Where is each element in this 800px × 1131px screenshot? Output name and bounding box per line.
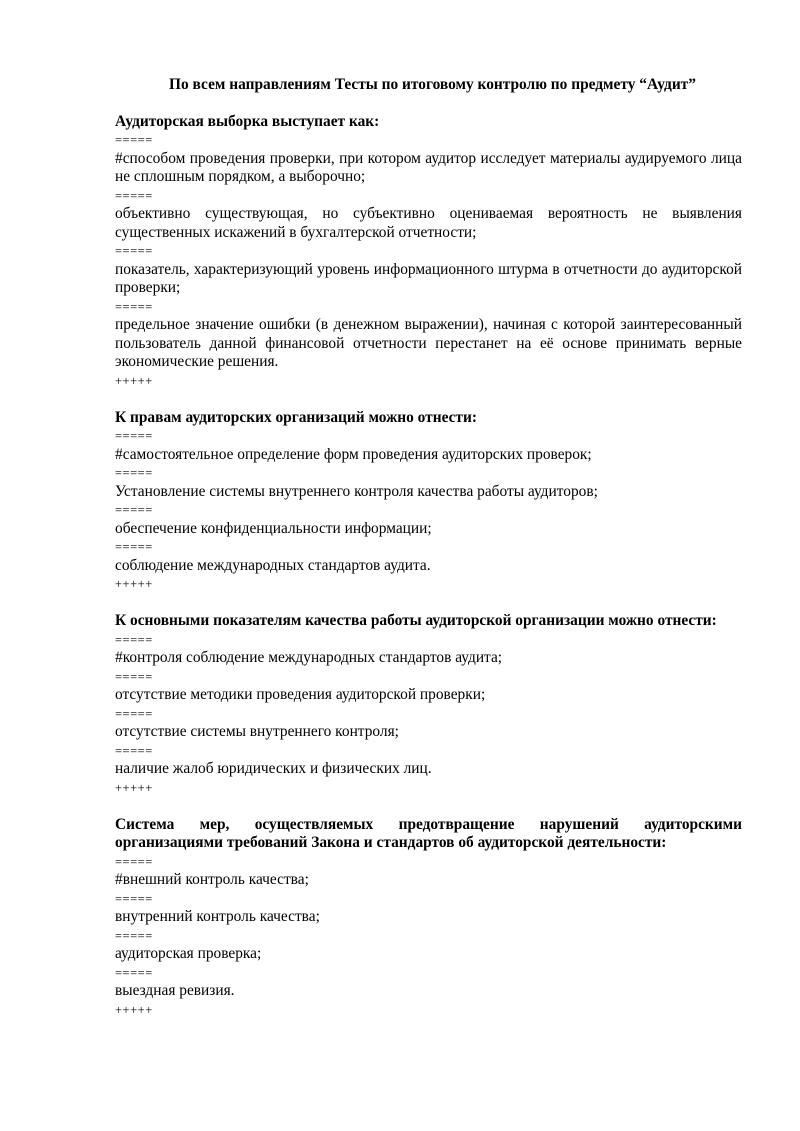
answer-option: наличие жалоб юридических и физических лиц.: [115, 760, 432, 777]
answer-option: #внешний контроль качества;: [115, 871, 309, 888]
separator: =====: [115, 743, 153, 758]
end-marker: +++++: [115, 373, 153, 388]
answer-option: предельное значение ошибки (в денежном выражении), начиная с которой заинтересованный пользователь данной финансовой отчетности перестанет на её основе принимать верные экономические решения.: [115, 316, 742, 370]
answer-option: #самостоятельное определение форм проведения аудиторских проверок;: [115, 445, 592, 463]
separator: =====: [115, 632, 153, 647]
end-marker: +++++: [115, 780, 153, 795]
question-block-2: [115, 409, 742, 594]
separator: =====: [115, 965, 153, 980]
separator: =====: [115, 466, 153, 480]
answer-option: показатель, характеризующий уровень информационного штурма в отчетности до аудиторской проверки;: [115, 260, 742, 296]
separator: =====: [115, 429, 153, 443]
answer-option: объективно существующая, но субъективно оцениваемая вероятность не выявления существенных искажений в бухгалтерской отчетности;: [115, 205, 742, 241]
answer-option: аудиторская проверка;: [115, 945, 262, 962]
answer-option: выездная ревизия.: [115, 982, 235, 999]
separator: =====: [115, 891, 153, 906]
end-marker: +++++: [115, 577, 153, 591]
document-title: По всем направлениям Тесты по итоговому контролю по предмету “Аудит”: [169, 76, 696, 93]
separator: =====: [115, 669, 153, 684]
separator: =====: [115, 540, 153, 554]
separator: =====: [115, 928, 153, 943]
answer-option: Установление системы внутреннего контроля качества работы аудиторов;: [115, 482, 598, 500]
separator: =====: [115, 503, 153, 517]
question-block-3: [115, 612, 742, 797]
question-text: К правам аудиторских организаций можно отнести:: [115, 408, 477, 426]
answer-option: соблюдение международных стандартов аудита.: [115, 556, 431, 574]
separator: =====: [115, 299, 153, 314]
answer-option: отсутствие методики проведения аудиторской проверки;: [115, 686, 486, 703]
question-text: Аудиторская выборка выступает как:: [115, 112, 380, 130]
question-text: Система мер, осуществляемых предотвращение нарушений аудиторскими организациями требований Закона и стандартов об аудиторской деятельности:: [115, 815, 742, 851]
question-text: К основными показателям качества работы аудиторской организации можно отнести:: [115, 612, 717, 629]
question-block-1: [115, 113, 742, 391]
answer-option: отсутствие системы внутреннего контроля;: [115, 723, 399, 740]
answer-option: внутренний контроль качества;: [115, 908, 320, 925]
separator: =====: [115, 244, 153, 258]
end-marker: +++++: [115, 1002, 153, 1017]
separator: =====: [115, 854, 153, 869]
answer-option: обеспечение конфиденциальности информации;: [115, 519, 432, 537]
answer-option: #способом проведения проверки, при котором аудитор исследует материалы аудируемого лица не сплошным порядком, а выборочно;: [115, 149, 742, 185]
separator: =====: [115, 706, 153, 721]
separator: =====: [115, 188, 153, 203]
separator: =====: [115, 133, 153, 147]
answer-option: #контроля соблюдение международных стандартов аудита;: [115, 649, 503, 666]
question-block-4: [115, 816, 742, 1020]
